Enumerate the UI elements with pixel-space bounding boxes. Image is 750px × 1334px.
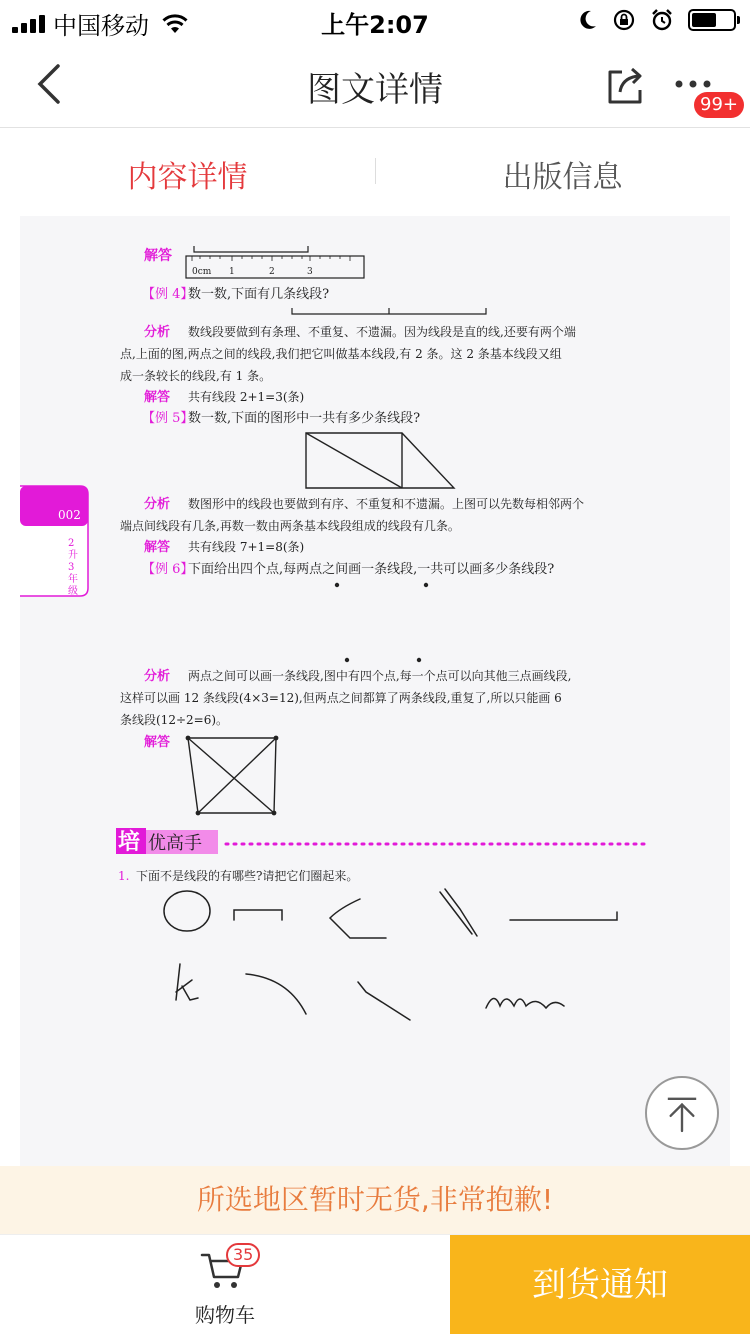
ruler-tick-1: 1	[229, 267, 235, 277]
share-icon[interactable]	[604, 64, 646, 106]
status-time: 上午2:07	[321, 11, 429, 39]
chapter-side-tab	[20, 486, 88, 597]
detail-tabs	[0, 128, 750, 216]
analysis1-line1: 数线段要做到有条理、不重复、不遗漏。因为线段是直的线,还要有两个端	[188, 325, 576, 339]
status-right	[578, 8, 736, 32]
back-to-top-icon[interactable]	[645, 1076, 719, 1150]
example6-text: 下面给出四个点,每两点之间画一条线段,一共可以画多少条线段?	[188, 562, 555, 577]
ruler-tick-0: 0cm	[192, 267, 212, 277]
analysis3-line3: 条线段(12÷2=6)。	[120, 713, 229, 727]
side-tab-grade-3: 3	[68, 562, 75, 573]
example4-text: 数一数,下面有几条线段?	[188, 287, 330, 302]
answer2-label: 解答	[144, 540, 171, 555]
analysis2-line1: 数图形中的线段也要做到有序、不重复和不遗漏。上图可以先数每相邻两个	[188, 497, 585, 511]
book-page-svg	[20, 216, 730, 1166]
answer1-text: 共有线段 2+1=3(条)	[188, 390, 305, 404]
section-first-char: 培	[118, 829, 141, 855]
section-title: 优高手	[148, 833, 202, 854]
example6-tag: 【例 6】	[142, 562, 194, 577]
analysis2-label: 分析	[144, 497, 171, 512]
alarm-icon	[650, 8, 674, 32]
analysis3-label: 分析	[144, 669, 171, 684]
analysis3-line2: 这样可以画 12 条线段(4×3=12),但两点之间都算了两条线段,重复了,所以只能画 6	[120, 691, 562, 705]
bottom-bar	[0, 1234, 750, 1334]
cart-count-badge: 35	[226, 1243, 260, 1267]
ruler-tick-2: 2	[269, 267, 275, 277]
moon-icon	[578, 9, 598, 31]
tab-publication-info[interactable]: 出版信息	[502, 160, 623, 195]
page-title: 图文详情	[307, 70, 443, 110]
analysis1-line3: 成一条较长的线段,有 1 条。	[120, 369, 272, 383]
exercise1-text: 下面不是线段的有哪些?请把它们圈起来。	[136, 869, 359, 883]
message-badge: 99+	[694, 92, 744, 118]
rotation-lock-icon	[612, 8, 636, 32]
ruler	[186, 246, 364, 278]
tab-content-details[interactable]: 内容详情	[127, 160, 248, 195]
answer1-label: 解答	[144, 390, 171, 405]
section-header	[116, 828, 644, 855]
side-tab-grade-1: 2	[68, 538, 75, 549]
example6-points	[335, 583, 428, 662]
example4-tag: 【例 4】	[142, 287, 194, 302]
analysis3-line1: 两点之间可以画一条线段,图中有四个点,每一个点可以向其他三点画线段,	[188, 669, 572, 683]
exercise1-num: 1.	[118, 869, 130, 883]
analysis1-label: 分析	[144, 325, 171, 340]
answer3-label: 解答	[144, 735, 171, 750]
side-tab-grade-2: 升	[68, 550, 78, 561]
status-bar	[0, 0, 750, 40]
side-tab-grade-5: 级	[68, 586, 78, 597]
answer3-figure	[186, 736, 279, 816]
analysis1-line2: 点,上面的图,两点之间的线段,我们把它叫做基本线段,有 2 条。这 2 条基本线段又组	[120, 347, 562, 361]
answer-label: 解答	[144, 248, 172, 264]
side-tab-number: 002	[58, 508, 81, 522]
arrival-notify-button[interactable]: 到货通知	[450, 1235, 750, 1334]
example5-text: 数一数,下面的图形中一共有多少条线段?	[188, 411, 421, 426]
side-tab-grade-4: 年	[68, 574, 78, 585]
example5-figure	[306, 433, 454, 488]
answer2-text: 共有线段 7+1=8(条)	[188, 540, 305, 554]
example5-tag: 【例 5】	[142, 411, 194, 426]
cart-label: 购物车	[195, 1303, 255, 1327]
book-page-image	[20, 216, 730, 1166]
exercise1-shapes	[164, 889, 617, 1020]
battery-icon	[688, 9, 736, 31]
cart-button[interactable]	[150, 1235, 300, 1334]
nav-bar	[0, 40, 750, 128]
example4-segments	[292, 308, 486, 314]
ruler-tick-3: 3	[307, 267, 313, 277]
out-of-stock-notice: 所选地区暂时无货,非常抱歉!	[0, 1166, 750, 1234]
carrier-name: 中国移动	[53, 12, 149, 40]
analysis2-line2: 端点间线段有几条,再数一数由两条基本线段组成的线段有几条。	[120, 519, 460, 533]
